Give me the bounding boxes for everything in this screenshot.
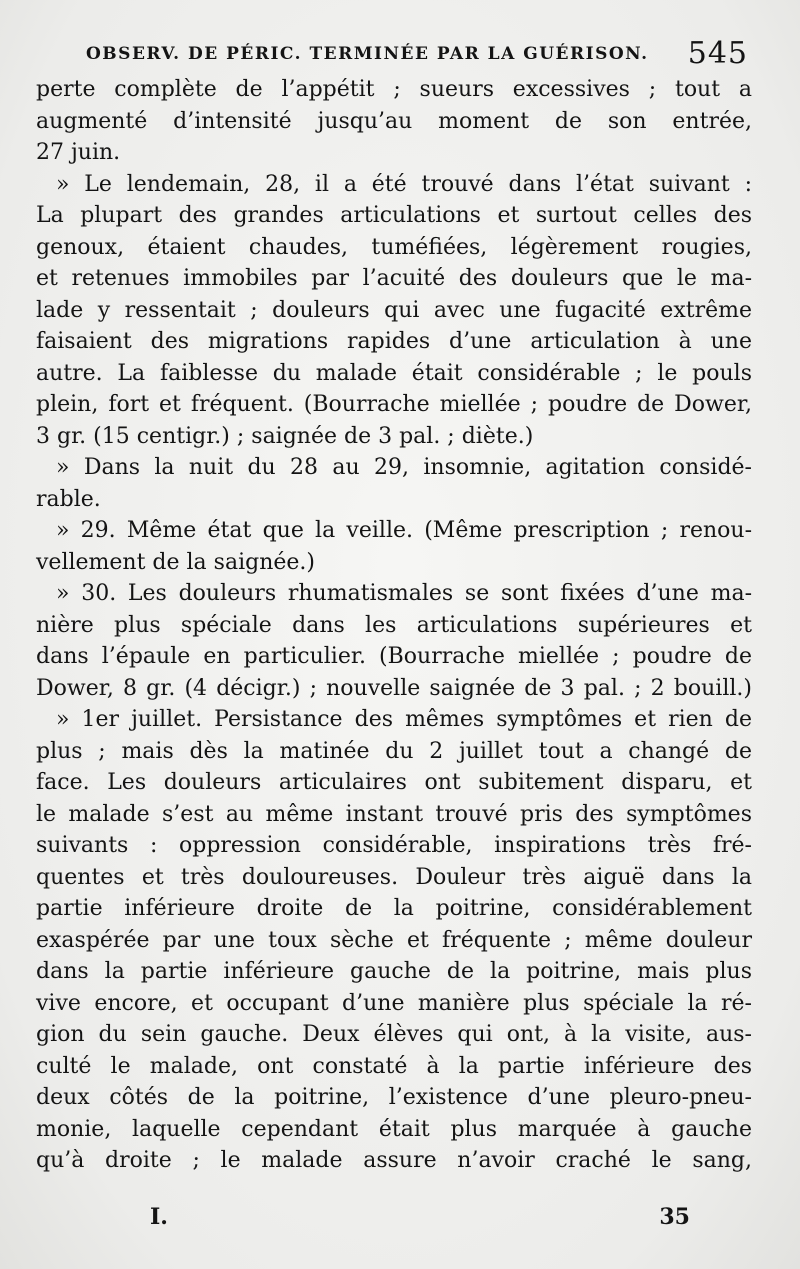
text-line: vellement de la saignée.) <box>36 549 315 575</box>
text-line: qu’à droite ; le malade assure n’avoir craché le sang, <box>36 1148 752 1173</box>
text-line: 27 juin. <box>36 140 121 165</box>
text-line: Dower, 8 gr. (4 décigr.) ; nouvelle saignée de 3 pal. ; 2 bouill.) <box>36 675 752 701</box>
text-line: rable. <box>36 486 101 512</box>
text-line: suivants : oppression considérable, inspirations très fré- <box>36 833 752 858</box>
text-line: et retenues immobiles par l’acuité des douleurs que le ma- <box>36 266 752 291</box>
text-line: gion du sein gauche. Deux élèves qui ont, à la visite, aus- <box>36 1022 752 1047</box>
text-line: culté le malade, ont constaté à la partie inférieure des <box>36 1053 752 1079</box>
text-line: partie inférieure droite de la poitrine, considérablement <box>36 896 752 921</box>
text-line: » 29. Même état que la veille. (Même prescription ; renou- <box>56 518 752 543</box>
signature-mark: I. <box>150 1204 168 1230</box>
running-header <box>58 36 748 72</box>
text-line: face. Les douleurs articulaires ont subitement disparu, et <box>36 770 752 795</box>
text-line: autre. La faiblesse du malade était considérable ; le pouls <box>36 360 752 386</box>
text-line: dans la partie inférieure gauche de la poitrine, mais plus <box>36 959 752 984</box>
text-line: La plupart des grandes articulations et surtout celles des <box>36 203 752 228</box>
page-number: 545 <box>687 36 748 71</box>
page-footer <box>150 1204 690 1234</box>
text-line: dans l’épaule en particulier. (Bourrache miellée ; poudre de <box>36 644 752 669</box>
text-line: lade y ressentait ; douleurs qui avec une fugacité extrême <box>36 297 752 323</box>
text-line: genoux, étaient chaudes, tuméfiées, légèrement rougies, <box>36 234 752 260</box>
text-line: quentes et très douloureuses. Douleur très aiguë dans la <box>36 864 752 890</box>
gathering-number: 35 <box>659 1204 690 1230</box>
body-text <box>36 74 752 1177</box>
text-line: plein, fort et fréquent. (Bourrache miellée ; poudre de Dower, <box>36 392 752 417</box>
text-line: vive encore, et occupant d’une manière plus spéciale la ré- <box>36 990 752 1016</box>
text-line: exaspérée par une toux sèche et fréquente ; même douleur <box>36 927 752 953</box>
text-line: » 30. Les douleurs rhumatismales se sont fixées d’une ma- <box>56 581 752 606</box>
text-line: » Le lendemain, 28, il a été trouvé dans l’état suivant : <box>56 171 752 197</box>
text-line: monie, laquelle cependant était plus marquée à gauche <box>36 1116 752 1142</box>
text-line: deux côtés de la poitrine, l’existence d’une pleuro-pneu- <box>36 1085 752 1110</box>
text-line: faisaient des migrations rapides d’une articulation à une <box>36 329 752 354</box>
running-title: OBSERV. DE PÉRIC. TERMINÉE PAR LA GUÉRISON. <box>86 44 649 64</box>
text-line: nière plus spéciale dans les articulations supérieures et <box>36 612 752 638</box>
text-line: augmenté d’intensité jusqu’au moment de son entrée, <box>36 108 752 134</box>
text-line: perte complète de l’appétit ; sueurs excessives ; tout a <box>36 77 752 102</box>
text-line: plus ; mais dès la matinée du 2 juillet tout a changé de <box>36 738 752 764</box>
text-line: » 1er juillet. Persistance des mêmes symptômes et rien de <box>56 707 752 732</box>
text-line: 3 gr. (15 centigr.) ; saignée de 3 pal. ; diète.) <box>36 423 534 449</box>
text-line: le malade s’est au même instant trouvé pris des symptômes <box>36 801 752 827</box>
text-line: » Dans la nuit du 28 au 29, insomnie, agitation considé- <box>56 455 752 480</box>
